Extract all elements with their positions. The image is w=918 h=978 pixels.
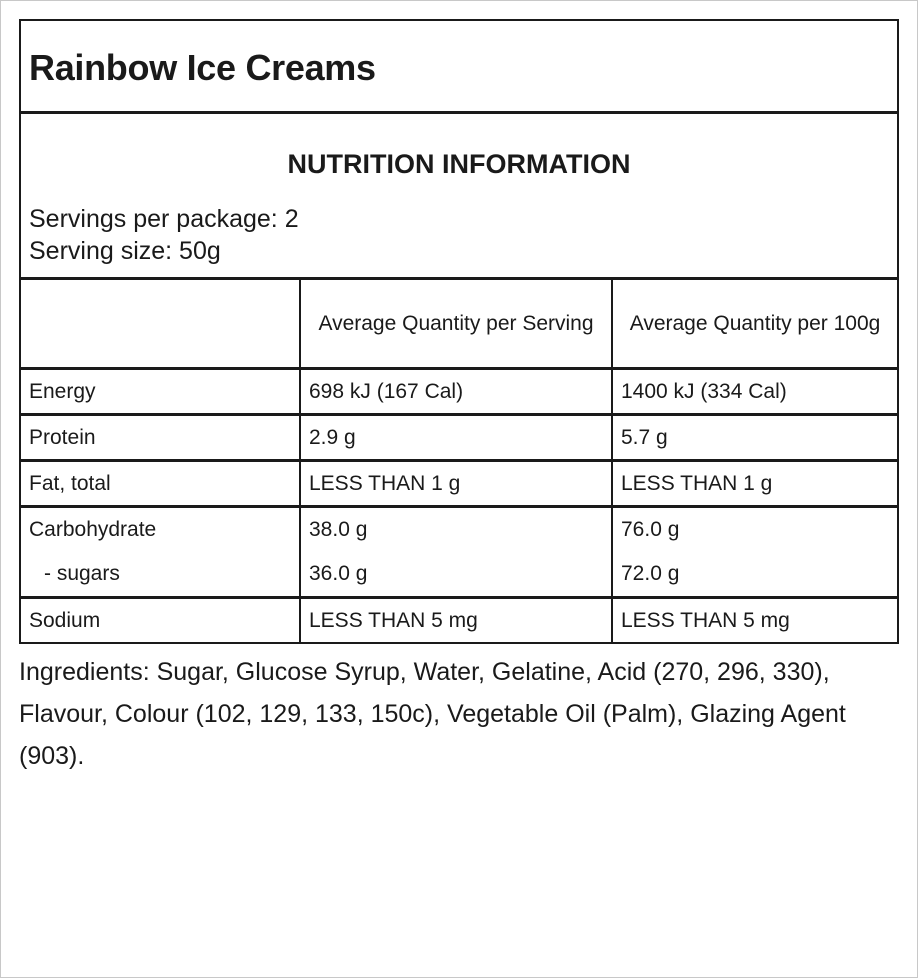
column-header-per-serving: Average Quantity per Serving [300,280,612,369]
value-per-100g: LESS THAN 5 mg [612,598,897,643]
nutrient-label: Fat, total [21,461,300,507]
nutrition-panel [19,19,899,644]
nutrient-label: Protein [21,415,300,461]
serving-size: Serving size: 50g [29,237,221,265]
value-per-100g: 1400 kJ (334 Cal) [612,369,897,415]
value-per-serving: 2.9 g [300,415,612,461]
nutrition-table [21,280,897,642]
table-header-row [21,280,897,369]
nutrient-label-cell [21,507,300,598]
nutrient-label: Energy [21,369,300,415]
value-per-serving: LESS THAN 1 g [300,461,612,507]
nutrient-sublabel: - sugars [44,562,120,585]
value-per-serving-cell [300,507,612,598]
value-per-100g: 72.0 g [621,562,680,585]
servings-per-package: Servings per package: 2 [29,205,299,233]
column-header-per-100g: Average Quantity per 100g [612,280,897,369]
column-header-nutrient [21,280,300,369]
value-per-serving: 38.0 g [309,518,368,541]
value-per-100g: 76.0 g [621,518,680,541]
table-row [21,369,897,415]
product-title: Rainbow Ice Creams [21,21,897,114]
nutrient-label: Sodium [29,608,101,632]
value-per-100g-cell [612,507,897,598]
table-row [21,461,897,507]
value-per-serving: 36.0 g [309,562,368,585]
table-row [21,415,897,461]
table-row [21,507,897,598]
nutrition-info-header [21,114,897,280]
value-per-serving: LESS THAN 5 mg [300,598,612,643]
nutrient-label: Carbohydrate [29,518,157,541]
value-per-100g: 5.7 g [612,415,897,461]
ingredients-text: Ingredients: Sugar, Glucose Syrup, Water, Gelatine, Acid (270, 296, 330), Flavour, Colour (102, 129, 133, 150c), Vegetable Oil (Palm), Glazing Agent (903). [19,658,846,770]
value-per-100g: LESS THAN 1 g [612,461,897,507]
nutrition-heading: NUTRITION INFORMATION [287,149,631,179]
value-per-serving: 698 kJ (167 Cal) [300,369,612,415]
table-row [21,598,897,643]
